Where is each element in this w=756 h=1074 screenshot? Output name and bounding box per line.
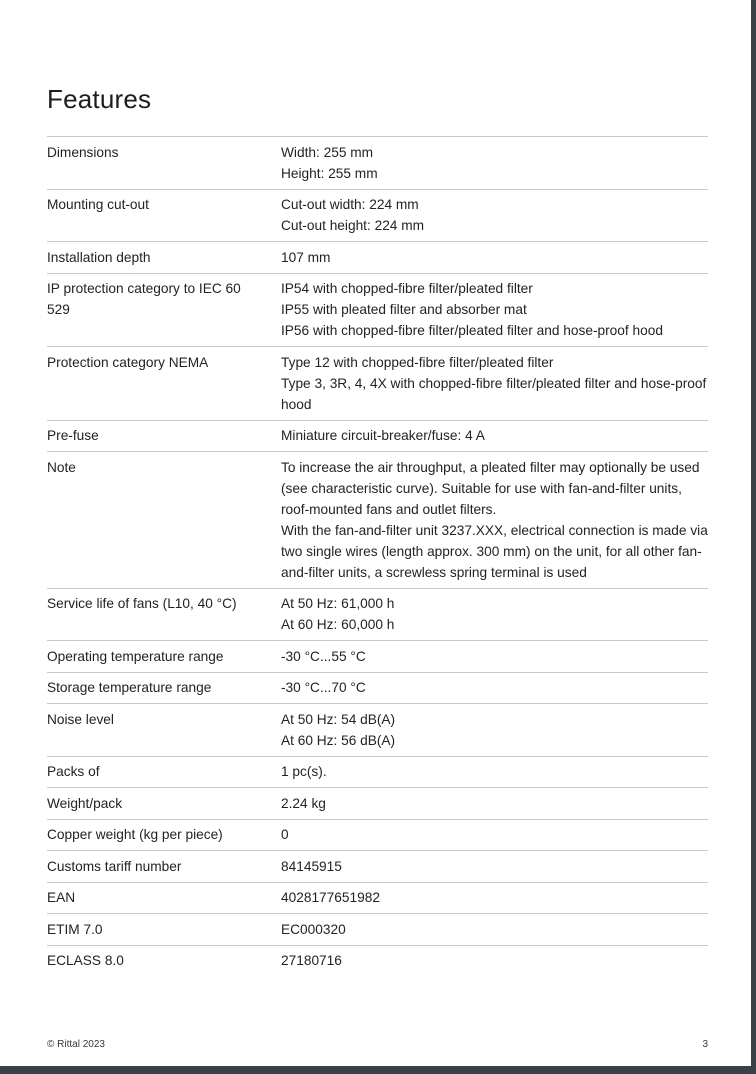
row-label: Service life of fans (L10, 40 °C) bbox=[47, 596, 237, 611]
row-label: Mounting cut-out bbox=[47, 197, 149, 212]
table-row bbox=[47, 189, 708, 242]
value-line: IP56 with chopped-fibre filter/pleated filter and hose-proof hood bbox=[281, 323, 663, 338]
table-row bbox=[47, 420, 708, 452]
row-label: Installation depth bbox=[47, 249, 151, 265]
value-line: 1 pc(s). bbox=[281, 764, 327, 779]
table-row bbox=[47, 273, 708, 347]
row-label: Noise level bbox=[47, 711, 114, 727]
row-value bbox=[281, 593, 708, 635]
row-label: IP protection category to IEC 60 529 bbox=[47, 281, 241, 317]
value-line: 84145915 bbox=[281, 858, 342, 874]
row-value bbox=[281, 278, 708, 341]
row-value bbox=[281, 856, 708, 877]
row-label: ECLASS 8.0 bbox=[47, 953, 124, 968]
row-label: Packs of bbox=[47, 764, 100, 779]
row-value bbox=[281, 919, 708, 940]
value-line: 4028177651982 bbox=[281, 890, 380, 905]
table-row bbox=[47, 672, 708, 704]
table-row bbox=[47, 756, 708, 788]
value-line: Miniature circuit-breaker/fuse: 4 A bbox=[281, 428, 485, 443]
value-line: At 50 Hz: 61,000 h bbox=[281, 596, 395, 611]
value-line: Width: 255 mm bbox=[281, 144, 374, 160]
value-line: IP55 with pleated filter and absorber mat bbox=[281, 302, 527, 317]
row-value bbox=[281, 425, 708, 446]
table-row bbox=[47, 945, 708, 977]
value-line: 107 mm bbox=[281, 249, 331, 265]
row-value bbox=[281, 352, 708, 415]
table-row bbox=[47, 703, 708, 756]
value-line: -30 °C...70 °C bbox=[281, 680, 366, 695]
table-row bbox=[47, 640, 708, 672]
value-line: Type 3, 3R, 4, 4X with chopped-fibre filter/pleated filter and hose-proof hood bbox=[281, 375, 707, 412]
value-line: Cut-out height: 224 mm bbox=[281, 218, 425, 233]
value-line: Cut-out width: 224 mm bbox=[281, 197, 419, 212]
value-line: Height: 255 mm bbox=[281, 165, 378, 181]
row-label: Pre-fuse bbox=[47, 428, 99, 443]
row-value bbox=[281, 247, 708, 268]
value-line: At 50 Hz: 54 dB(A) bbox=[281, 711, 396, 727]
row-label: Protection category NEMA bbox=[47, 354, 209, 370]
table-row bbox=[47, 819, 708, 851]
value-line: To increase the air throughput, a pleated filter may optionally be used (see characteristic curve). Suitable for use with fan-and-filter units, roof-mounted fans and outlet filters. bbox=[281, 459, 700, 517]
table-row bbox=[47, 913, 708, 945]
row-value bbox=[281, 824, 708, 845]
table-row bbox=[47, 136, 708, 189]
value-line: Type 12 with chopped-fibre filter/pleated filter bbox=[281, 354, 554, 370]
table-row bbox=[47, 346, 708, 420]
value-line: At 60 Hz: 60,000 h bbox=[281, 617, 395, 632]
value-line: EC000320 bbox=[281, 921, 346, 937]
value-line: IP54 with chopped-fibre filter/pleated filter bbox=[281, 281, 533, 296]
row-label: Copper weight (kg per piece) bbox=[47, 827, 223, 842]
row-value bbox=[281, 950, 708, 971]
footer-page-number: 3 bbox=[702, 1039, 708, 1050]
features-table bbox=[47, 136, 708, 976]
table-row bbox=[47, 451, 708, 588]
row-value bbox=[281, 761, 708, 782]
row-value bbox=[281, 887, 708, 908]
row-value bbox=[281, 142, 708, 184]
row-value bbox=[281, 677, 708, 698]
row-value bbox=[281, 194, 708, 236]
row-label: Note bbox=[47, 459, 76, 475]
row-value bbox=[281, 646, 708, 667]
row-label: Customs tariff number bbox=[47, 858, 182, 874]
row-label: EAN bbox=[47, 890, 76, 905]
row-value bbox=[281, 793, 708, 814]
row-label: ETIM 7.0 bbox=[47, 921, 103, 937]
row-value bbox=[281, 709, 708, 751]
page-title: Features bbox=[47, 84, 152, 114]
table-row bbox=[47, 241, 708, 273]
row-label: Storage temperature range bbox=[47, 680, 212, 695]
value-line: -30 °C...55 °C bbox=[281, 648, 366, 664]
page-footer bbox=[47, 1038, 708, 1051]
value-line: 0 bbox=[281, 827, 289, 842]
row-label: Dimensions bbox=[47, 144, 119, 160]
table-row bbox=[47, 588, 708, 641]
table-row bbox=[47, 882, 708, 914]
value-line: 2.24 kg bbox=[281, 795, 326, 811]
table-row bbox=[47, 787, 708, 819]
table-row bbox=[47, 850, 708, 882]
row-label: Weight/pack bbox=[47, 795, 123, 811]
value-line: With the fan-and-filter unit 3237.XXX, electrical connection is made via two single wires (length approx. 300 mm) on the unit, for all other fan-and-filter units, a screwless spring terminal is used bbox=[281, 522, 708, 580]
footer-copyright: © Rittal 2023 bbox=[47, 1039, 105, 1050]
value-line: 27180716 bbox=[281, 953, 342, 968]
row-value bbox=[281, 457, 708, 583]
row-label: Operating temperature range bbox=[47, 648, 224, 664]
value-line: At 60 Hz: 56 dB(A) bbox=[281, 732, 396, 748]
